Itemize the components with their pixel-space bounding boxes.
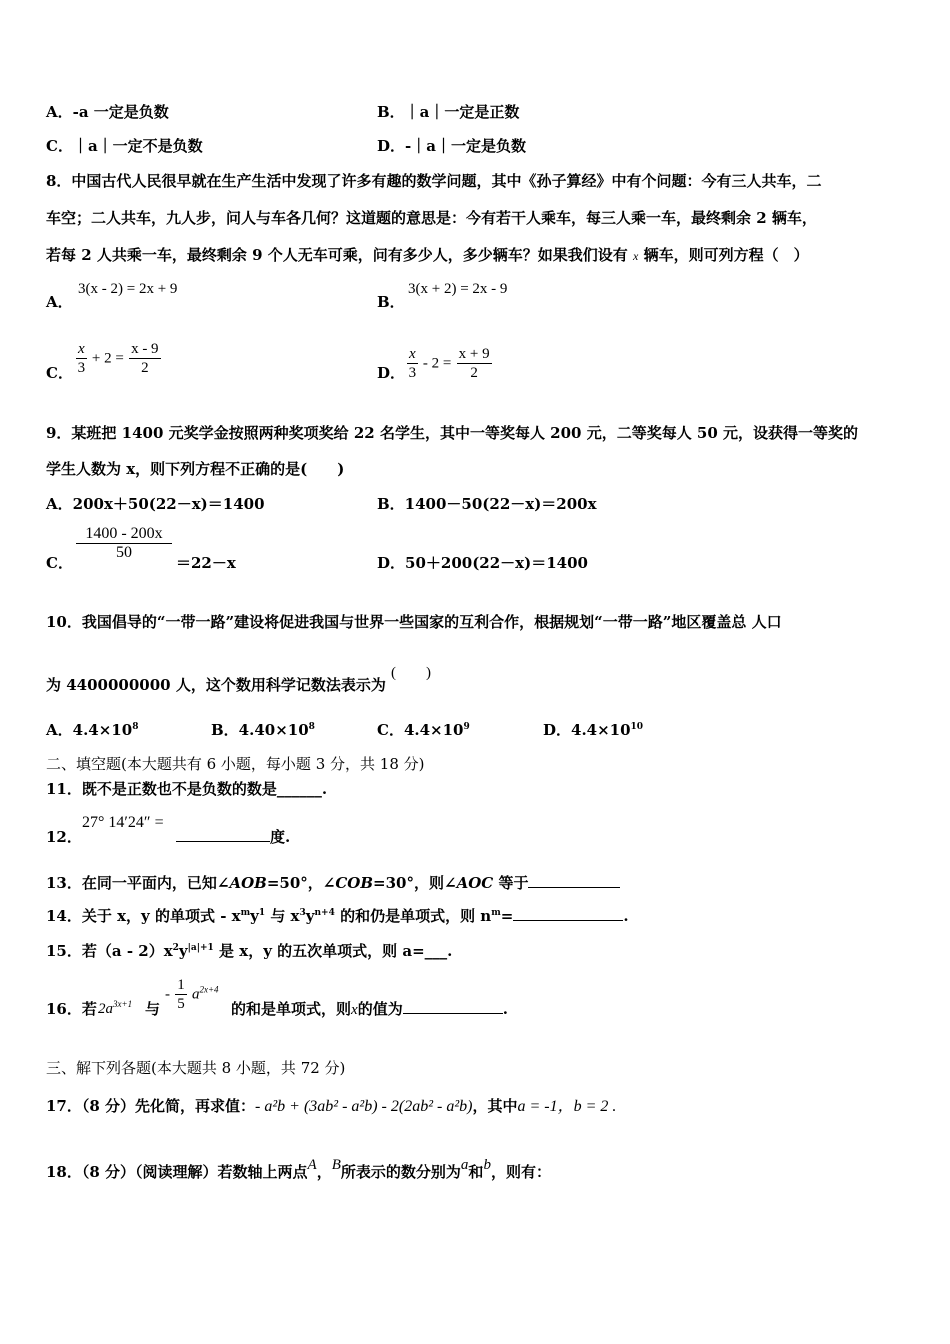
q9-line-1: 9．某班把 1400 元奖学金按照两种奖项奖给 22 名学生，其中一等奖每人 200 元，二等奖每人 50 元，设获得一等奖的 xyxy=(46,424,859,442)
q10-option-b: B．$4.40\times 10^8$ xyxy=(211,721,315,739)
q9-option-b: B．1400－50(22－x)＝200x xyxy=(377,495,597,513)
q9-option-c-fraction xyxy=(76,525,172,562)
q12-expression: 27° 14′24″ = xyxy=(82,814,164,831)
q7-option-d: D．-｜a｜一定是负数 xyxy=(377,137,526,155)
answer-blank xyxy=(528,873,620,888)
answer-blank xyxy=(513,906,623,921)
q8-option-a-equation: 3(x - 2) = 2x + 9 xyxy=(78,281,178,297)
fraction: $\frac{x}{3}$ xyxy=(77,341,86,376)
q13: 13．在同一平面内，已知∠AOB=50°，∠COB=30°，则∠AOC 等于 xyxy=(46,873,620,893)
q8-line-3-text-b: 辆车，则可列方程（ ） xyxy=(643,246,809,264)
q8-line-3-text-a: 若每 2 人共乘一车，最终剩余 9 个人无车可乘，问有多少人，多少辆车？如果我们设有 xyxy=(46,246,628,264)
q16-prefix: 16．若 xyxy=(46,1000,97,1018)
fraction: $\frac{x + 9}{2}$ xyxy=(458,346,490,381)
q10-option-c: C．$4.4\times 10^9$ xyxy=(377,721,470,739)
q7-option-b: B．｜a｜一定是正数 xyxy=(377,103,520,121)
q8-option-a-label: A． xyxy=(46,293,73,311)
q16-with: 与 xyxy=(145,1000,161,1018)
q8-variable-x: x xyxy=(633,249,639,263)
q10-answer-parentheses: ( ) xyxy=(391,665,431,681)
answer-blank xyxy=(403,999,503,1014)
q9-line-2: 学生人数为 x，则下列方程不正确的是( ) xyxy=(46,460,345,478)
q17-condition: a = -1，b = 2 . xyxy=(517,1098,617,1115)
fraction: $\frac{1}{5}$ xyxy=(177,977,185,1012)
q18: 18．（8 分）（阅读理解）若数轴上两点A，B所表示的数分别为a和b，则有： xyxy=(46,1157,551,1181)
q8-option-c-equation: $\frac{x}{3}$ + 2 = $\frac{x - 9}{2}$ xyxy=(77,341,159,376)
fraction: $\frac{1400 - 200x}{50}$ xyxy=(76,525,172,562)
q9-option-c-label: C． xyxy=(46,554,73,572)
q8-option-b-label: B． xyxy=(377,293,405,311)
q8-line-3 xyxy=(46,245,809,266)
fraction: $\frac{x}{3}$ xyxy=(408,346,417,381)
q9-option-a: A．200x＋50(22－x)＝1400 xyxy=(46,495,265,513)
q10-line-1: 10．我国倡导的“一带一路”建设将促进我国与世界一些国家的互利合作，根据规划“一带一路”地区覆盖总 人口 xyxy=(46,613,782,631)
q8-option-b-equation: 3(x + 2) = 2x - 9 xyxy=(408,281,508,297)
q10-line-2: 为 4400000000 人，这个数用科学记数法表示为 xyxy=(46,676,386,694)
q16-term-2: - $\frac{1}{5}$ $a^{2x+4}$ xyxy=(165,977,219,1012)
fraction: $\frac{x - 9}{2}$ xyxy=(131,341,159,376)
q9-option-d: D．50＋200(22－x)＝1400 xyxy=(377,554,588,572)
q7-option-a: A．-a 一定是负数 xyxy=(46,103,169,121)
q9-option-c-tail: ＝22－x xyxy=(176,554,236,572)
section-3-heading: 三、解下列各题(本大题共 8 小题，共 72 分) xyxy=(46,1059,346,1077)
q7-option-c: C．｜a｜一定不是负数 xyxy=(46,137,203,155)
q10-option-d: D．$4.4\times 10^{10}$ xyxy=(543,721,644,739)
q12-label: 12． xyxy=(46,828,82,846)
section-2-heading: 二、填空题(本大题共有 6 小题，每小题 3 分，共 18 分) xyxy=(46,755,425,773)
q10-option-a: A．$4.4\times 10^8$ xyxy=(46,721,139,739)
q8-line-1: 8．中国古代人民很早就在生产生活中发现了许多有趣的数学问题，其中《孙子算经》中有个问题：今有三人共车，二 xyxy=(46,172,822,190)
q11: 11．既不是正数也不是负数的数是______. xyxy=(46,780,328,798)
q16-tail: 的和是单项式，则x的值为 . xyxy=(231,1000,508,1018)
q17: 17．（8 分）先化简，再求值：- a²b + (3ab² - a²b) - 2(2ab² - a²b)，其中a = -1，b = 2 . xyxy=(46,1097,617,1115)
q16-term-1: $2a^{3x+1}$ xyxy=(98,999,133,1017)
q8-option-d-label: D． xyxy=(377,364,406,382)
q8-option-d-equation: $\frac{x}{3}$ - 2 = $\frac{x + 9}{2}$ xyxy=(408,346,490,381)
q12-answer-line: 度. xyxy=(176,827,290,847)
q8-line-2: 车空；二人共车，九人步，问人与车各几何？这道题的意思是：今有若干人乘车，每三人乘一车，最终剩余 2 辆车， xyxy=(46,209,817,227)
answer-blank xyxy=(176,827,270,842)
q8-option-c-label: C． xyxy=(46,364,73,382)
q14: 14．关于 x，y 的单项式 - $x^my^1$ 与 $x^3y^{n+4}$ 的和仍是单项式，则 $n^m=$ . xyxy=(46,907,629,925)
q15: 15．若$(a - 2)x^2y^{|a|+1}$ 是 x，y 的五次单项式，则 a=___. xyxy=(46,942,453,960)
q17-expression: - a²b + (3ab² - a²b) - 2(2ab² - a²b) xyxy=(255,1098,473,1115)
